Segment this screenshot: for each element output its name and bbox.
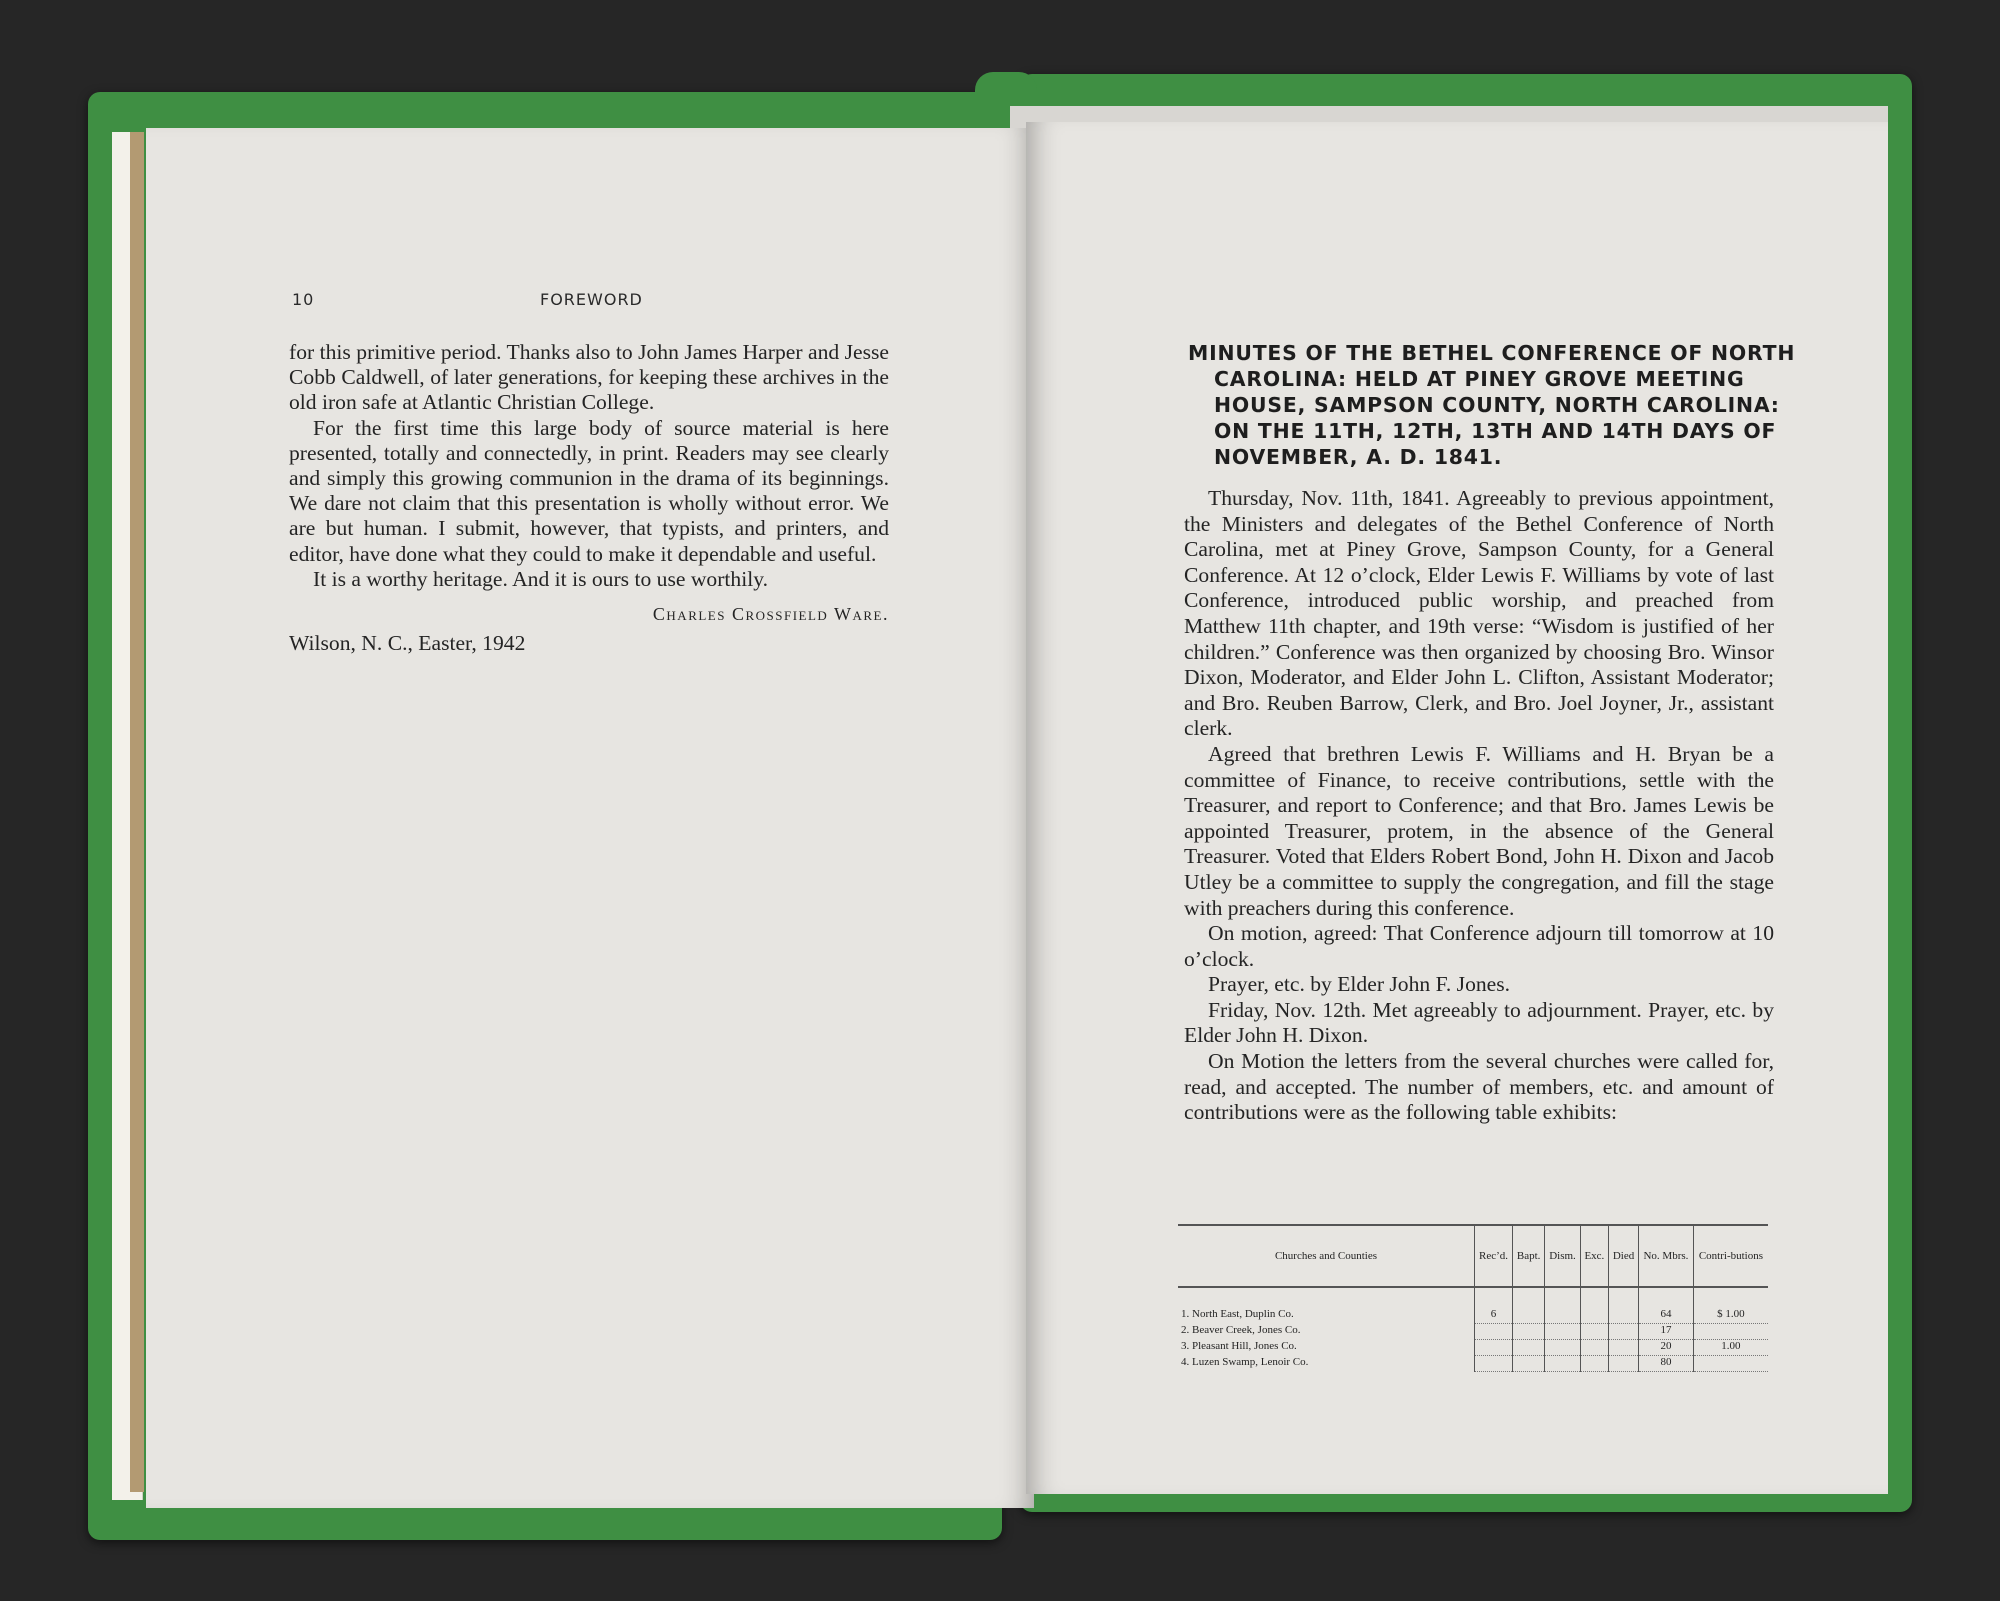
column-header: Died — [1609, 1225, 1639, 1287]
foreword-paragraph: It is a worthy heritage. And it is ours to use worthily. — [313, 566, 769, 591]
minutes-paragraph: On Motion the letters from the several churches were called for, read, and accepted. The number of members, etc. and amount of contributions were as the following table exhibits: — [1184, 1049, 1774, 1125]
foreword-paragraph: For the first time this large body of source material is here presented, totally and connectedly, in print. Readers may see clearly and simply this growing communion in the drama of its beginnings. We dare not claim that this presentation is wholly without error. We are but human. I submit, however, that typists, and printers, and editor, have done what they could to make it dependable and useful. — [289, 415, 889, 566]
gold-page-edge — [130, 132, 144, 1492]
minutes-paragraph: Friday, Nov. 12th. Met agreeably to adjournment. Prayer, etc. by Elder John H. Dixon. — [1184, 997, 1774, 1048]
table-cell: 6 — [1475, 1287, 1513, 1324]
column-header: Dism. — [1545, 1225, 1580, 1287]
running-head: FOREWORD — [540, 290, 643, 309]
minutes-paragraph: Agreed that brethren Lewis F. Williams and H. Bryan be a committee of Finance, to receive contributions, settle with the Treasurer, and report to Conference; and that Bro. James Lewis be appointed Treasurer, protem, in the absence of the General Treasurer. Voted that Elders Robert Bond, John H. Dixon and Jacob Utley be a committee to supply the congregation, and fill the stage with preachers during this conference. — [1184, 741, 1774, 920]
table-cell — [1513, 1356, 1545, 1372]
minutes-paragraph: On motion, agreed: That Conference adjourn till tomorrow at 10 o’clock. — [1184, 921, 1774, 971]
church-name-cell: 4. Luzen Swamp, Lenoir Co. — [1181, 1355, 1309, 1368]
table-cell — [1580, 1324, 1608, 1340]
church-name-cell: 2. Beaver Creek, Jones Co. — [1181, 1323, 1301, 1336]
table-cell: 80 — [1639, 1356, 1694, 1372]
table-row — [1178, 1287, 1768, 1324]
table-cell — [1513, 1287, 1545, 1324]
church-name-cell: 1. North East, Duplin Co. — [1181, 1308, 1294, 1320]
foreword-text — [289, 340, 889, 656]
table-cell — [1580, 1340, 1608, 1356]
left-page — [146, 128, 1034, 1508]
column-header: Contri-butions — [1693, 1225, 1768, 1287]
table-cell — [1580, 1356, 1608, 1372]
column-header: Exc. — [1580, 1225, 1608, 1287]
column-header: No. Mbrs. — [1639, 1225, 1694, 1287]
table-cell — [1475, 1356, 1513, 1372]
minutes-paragraph: Prayer, etc. by Elder John F. Jones. — [1208, 972, 1511, 997]
dateline: Wilson, N. C., Easter, 1942 — [289, 631, 526, 656]
church-name-cell: 3. Pleasant Hill, Jones Co. — [1181, 1339, 1297, 1352]
table-cell — [1513, 1340, 1545, 1356]
table-header-row — [1178, 1225, 1768, 1287]
table-cell: $ 1.00 — [1693, 1287, 1768, 1324]
author-signature: Charles Crossfield Ware. — [652, 604, 889, 625]
minutes-heading: MINUTES OF THE BETHEL CONFERENCE OF NORTH CAROLINA: HELD AT PINEY GROVE MEETING HOUSE, SAMPSON COUNTY, NORTH CAROLINA: ON THE 11TH, 12TH, 13TH AND 14TH DAYS OF NOVEMBER, A. D. 1841. — [1188, 341, 1796, 469]
table-cell — [1609, 1340, 1639, 1356]
table-cell — [1545, 1287, 1580, 1324]
table-cell — [1545, 1324, 1580, 1340]
table-cell — [1580, 1287, 1608, 1324]
table-row — [1178, 1340, 1768, 1356]
table-cell — [1693, 1356, 1768, 1372]
table-cell — [1545, 1356, 1580, 1372]
table-cell — [1693, 1324, 1768, 1340]
table-cell — [1609, 1356, 1639, 1372]
column-header: Churches and Counties — [1178, 1225, 1475, 1287]
page-number: 10 — [292, 290, 315, 309]
table-cell — [1513, 1324, 1545, 1340]
table-cell: 17 — [1639, 1324, 1694, 1340]
foreword-paragraph: for this primitive period. Thanks also to John James Harper and Jesse Cobb Caldwell, of later generations, for keeping these archives in the old iron safe at Atlantic Christian College. — [289, 340, 889, 415]
table-cell — [1475, 1324, 1513, 1340]
minutes-text — [1184, 486, 1774, 1126]
table-cell: 64 — [1639, 1287, 1694, 1324]
column-header: Bapt. — [1513, 1225, 1545, 1287]
table-cell — [1609, 1324, 1639, 1340]
church-statistics-table — [1178, 1224, 1768, 1372]
column-header: Rec’d. — [1475, 1225, 1513, 1287]
table-row — [1178, 1324, 1768, 1340]
table-cell — [1609, 1287, 1639, 1324]
table-cell: 1.00 — [1693, 1340, 1768, 1356]
table-row — [1178, 1356, 1768, 1372]
table-cell: 20 — [1639, 1340, 1694, 1356]
table-cell — [1545, 1340, 1580, 1356]
minutes-paragraph: Thursday, Nov. 11th, 1841. Agreeably to previous appointment, the Ministers and delegates of the Bethel Conference of North Carolina, met at Piney Grove, Sampson County, for a General Conference. At 12 o’clock, Elder Lewis F. Williams by vote of last Conference, introduced public worship, and preached from Matthew 11th chapter, and 19th verse: “Wisdom is justified of her children.” Conference was then organized by choosing Bro. Winsor Dixon, Moderator, and Elder John L. Clifton, Assistant Moderator; and Bro. Reuben Barrow, Clerk, and Bro. Joel Joyner, Jr., assistant clerk. — [1184, 486, 1774, 741]
table-cell — [1475, 1340, 1513, 1356]
